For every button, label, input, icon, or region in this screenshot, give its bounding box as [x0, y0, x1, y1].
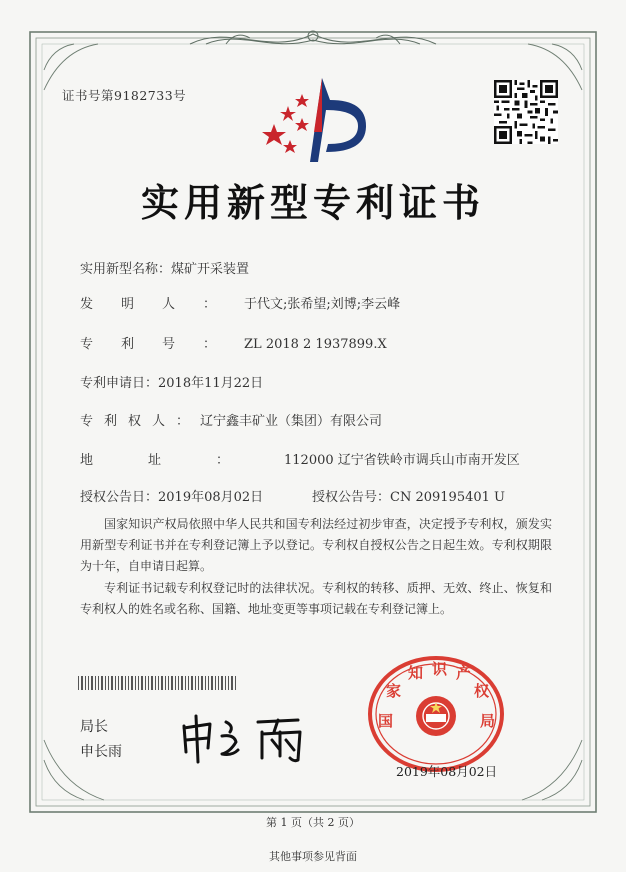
seal-date: 2019年08月02日: [396, 764, 498, 779]
application-date-value: 2018年11月22日: [158, 376, 264, 391]
certificate-statement-paragraph: 国家知识产权局依照中华人民共和国专利法经过初步审查，决定授予专利权，颁发实用新型专利证书并在专利登记簿上予以登记。专利权自授权公告之日起生效。专利权期限为十年，自申请日起算。: [80, 517, 552, 573]
svg-text:国: 国: [378, 712, 394, 730]
certificate-number: 证书号第9182733号: [62, 88, 187, 103]
inventor-value: 于代文;张希望;刘博;李云峰: [244, 297, 401, 312]
application-date-row: [80, 372, 263, 391]
grant-date-row: [80, 486, 263, 505]
svg-text:产: 产: [456, 664, 472, 682]
qr-code-icon: [494, 80, 558, 144]
grant-date-value: 2019年08月02日: [158, 490, 264, 505]
patent-number-label: 专利号：: [80, 337, 245, 352]
patentee-row: [80, 410, 382, 429]
svg-text:局: 局: [480, 712, 496, 730]
address-value: 112000 辽宁省铁岭市调兵山市南开发区: [284, 453, 520, 468]
address-row: [80, 449, 520, 468]
svg-text:知: 知: [408, 664, 424, 682]
footer-note: 其他事项参见背面: [269, 850, 357, 863]
patent-number-value: ZL 2018 2 1937899.X: [244, 337, 387, 352]
patentee-label: 专利权人：: [80, 414, 201, 429]
svg-text:权: 权: [474, 682, 490, 700]
application-date-label: 专利申请日：: [80, 376, 159, 391]
grant-number-label: 授权公告号：: [312, 490, 391, 505]
director-name: 申长雨: [80, 744, 122, 760]
grant-number-row: [312, 486, 505, 505]
svg-text:识: 识: [432, 660, 448, 678]
patent-number-row: [80, 333, 387, 352]
inventor-label: 发明人：: [80, 297, 245, 312]
svg-text:家: 家: [386, 682, 402, 700]
document-title: 实用新型专利证书: [140, 180, 485, 225]
cnipa-logo-icon: [262, 70, 372, 170]
grant-number-value: CN 209195401 U: [390, 490, 505, 505]
director-title: 局长: [80, 719, 108, 735]
utility-model-name-value: 煤矿开采装置: [171, 262, 250, 277]
barcode-strip: [78, 676, 236, 690]
grant-date-label: 授权公告日：: [80, 490, 159, 505]
legal-status-paragraph: 专利证书记载专利权登记时的法律状况。专利权的转移、质押、无效、终止、恢复和专利权人的姓名或名称、国籍、地址变更等事项记载在专利登记簿上。: [80, 581, 552, 616]
page-indicator: 第 1 页（共 2 页）: [266, 816, 360, 829]
handwritten-signature: [178, 712, 328, 764]
patentee-value: 辽宁鑫丰矿业（集团）有限公司: [200, 414, 383, 429]
address-label: 地址：: [80, 453, 285, 468]
utility-model-name-row: [80, 258, 249, 277]
utility-model-name-label: 实用新型名称：: [80, 262, 172, 277]
inventor-row: [80, 293, 400, 312]
